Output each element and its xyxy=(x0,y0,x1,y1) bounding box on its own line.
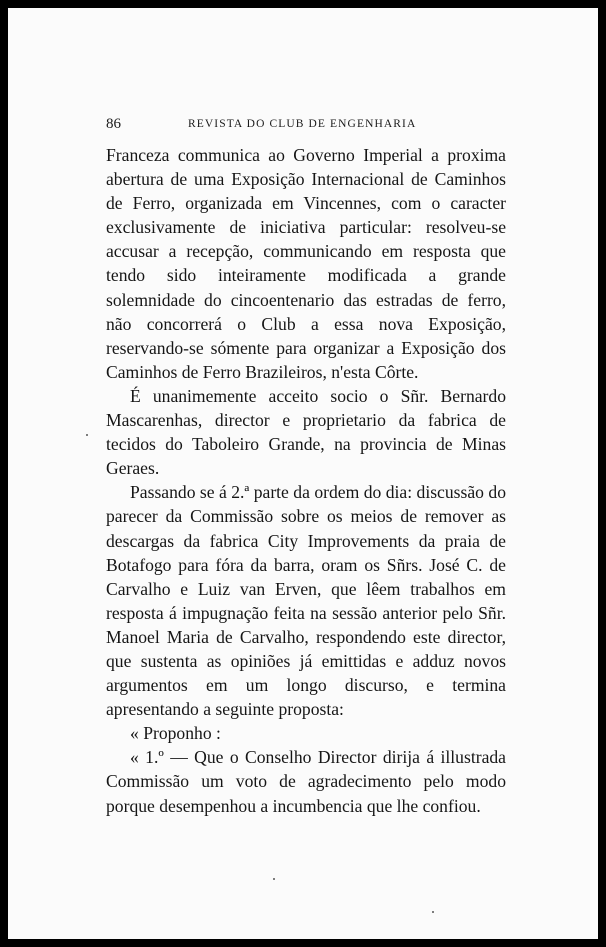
paper-speck xyxy=(86,434,88,436)
page-header xyxy=(106,116,512,136)
paragraph-proposal-item-1: « 1.º — Que o Conselho Director dirija á illustrada Commissão um voto de agradecimento pelo modo porque desempenhou a incumbencia que lhe confiou. xyxy=(106,747,506,816)
body-text xyxy=(106,143,506,818)
paper-speck xyxy=(273,878,275,880)
paper-speck xyxy=(432,911,434,913)
paragraph-new-member: É unanimemente acceito socio o Sñr. Bernardo Mascarenhas, director e proprietario da fabrica de tecidos do Taboleiro Grande, na provincia de Minas Geraes. xyxy=(106,385,506,479)
paragraph-proposal-intro: « Proponho : xyxy=(130,723,221,744)
page-number: 86 xyxy=(106,116,121,132)
paragraph-discussion: Passando se á 2.ª parte da ordem do dia: discussão do parecer da Commissão sobre os meios de remover as descargas da fabrica City Improvements da praia de Botafogo para fóra da barra, oram os Sñrs. José C. de Carvalho e Luiz van Erven, que lêem trabalhos em resposta á impugnação feita na sessão anterior pelo Sñr. Manoel Maria de Carvalho, respondendo este director, que sustenta as opiniões já emittidas e adduz novos argumentos em um longo discurso, e termina apresentando a seguinte proposta: xyxy=(106,482,506,720)
paragraph-continuation: Franceza communica ao Governo Imperial a proxima abertura de uma Exposição Internacional de Caminhos de Ferro, organizada em Vincennes, com o caracter exclusivamente de iniciativa particular: resolveu-se accusar a recepção, communicando em resposta que tendo sido inteiramente modificada a grande solemnidade do cincoentenario das estradas de ferro, não concorrerá o Club a essa nova Exposição, reservando-se sómente para organizar a Exposição dos Caminhos de Ferro Brazileiros, n'esta Côrte. xyxy=(106,145,506,382)
running-title: REVISTA DO CLUB DE ENGENHARIA xyxy=(188,118,417,130)
